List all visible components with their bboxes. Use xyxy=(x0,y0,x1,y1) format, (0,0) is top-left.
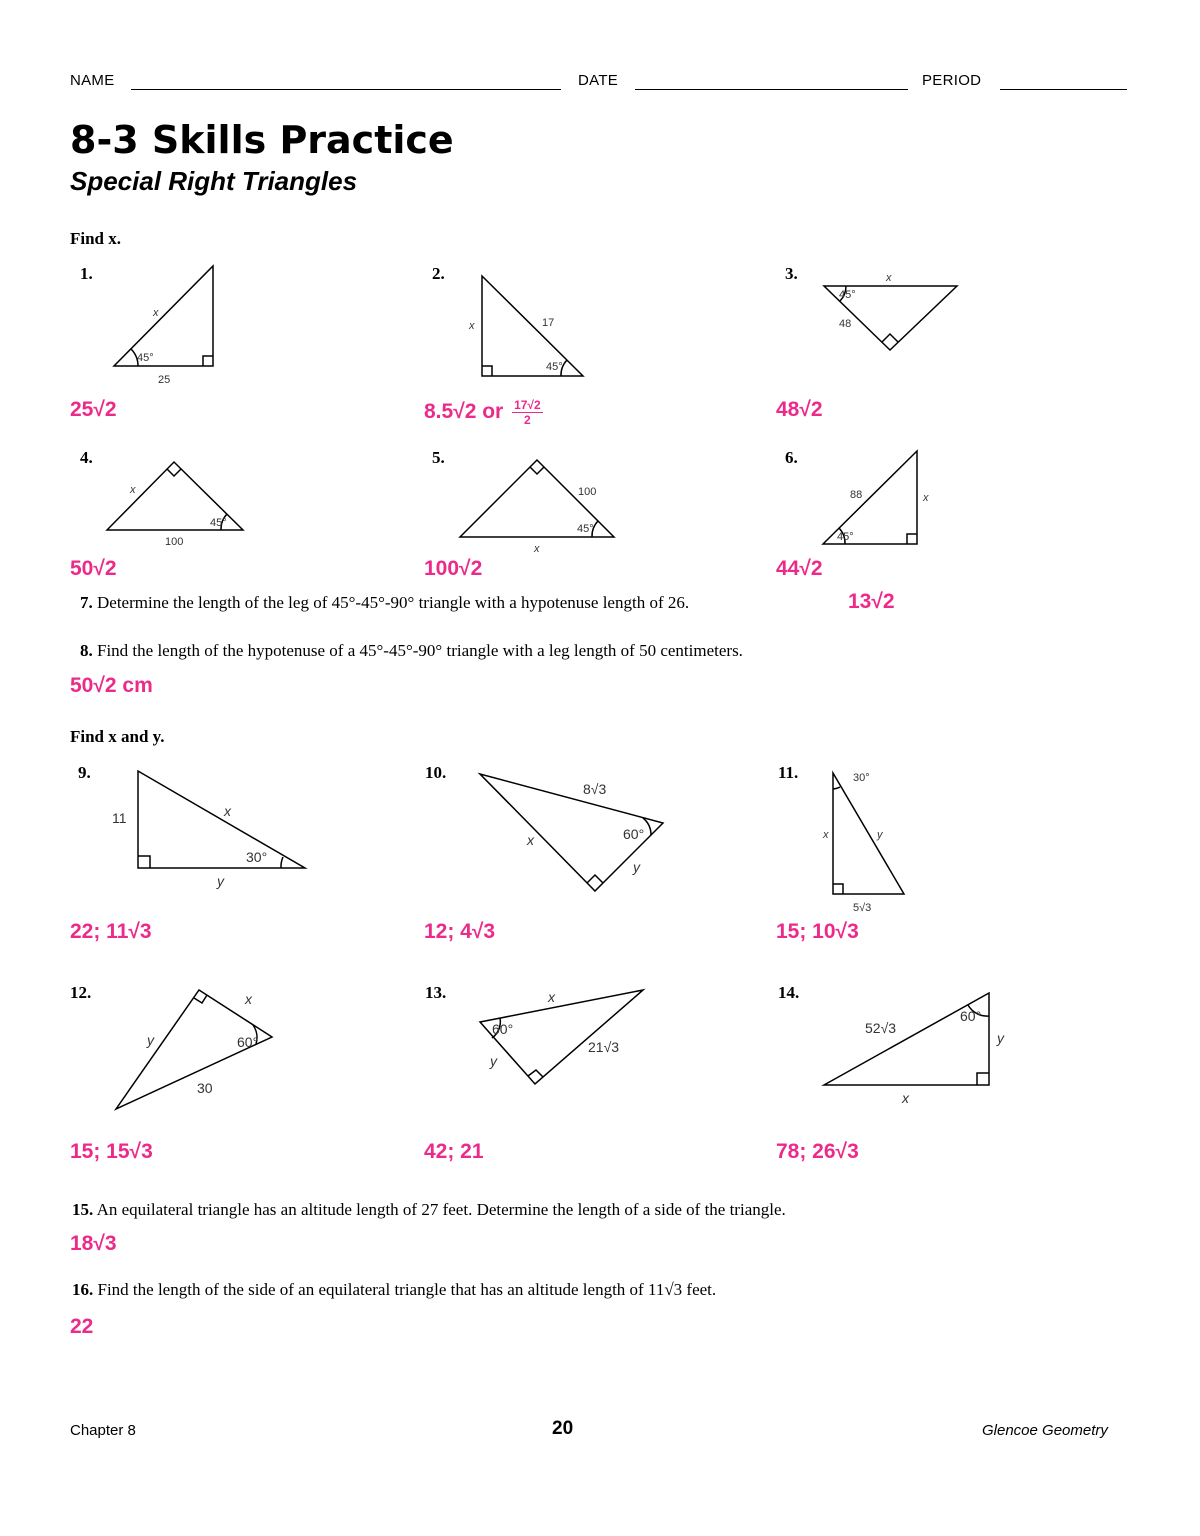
problem-3-figure xyxy=(815,268,965,358)
problem-15-text xyxy=(72,1200,786,1220)
p9-side-c-label: y xyxy=(217,873,224,889)
problem-9-figure xyxy=(105,765,315,895)
p2-leg-label: x xyxy=(469,320,475,332)
p6-hyp-label: 88 xyxy=(850,489,863,501)
period-field[interactable] xyxy=(1000,89,1127,90)
p5-angle-label: 45° xyxy=(577,523,594,535)
p3-angle-label: 45° xyxy=(839,289,856,301)
problem-4-number: 4. xyxy=(80,448,93,467)
p12-side-a-label: x xyxy=(245,991,252,1007)
problem-4-answer: 50√2 xyxy=(70,557,117,580)
problem-8-text xyxy=(80,641,743,661)
problem-8-answer: 50√2 cm xyxy=(70,674,153,697)
problem-7-answer: 13√2 xyxy=(848,590,895,613)
problem-6-figure xyxy=(815,445,935,550)
p4-angle-label: 45° xyxy=(210,517,227,529)
problem-10-figure xyxy=(470,765,675,900)
problem-7-text xyxy=(80,593,689,613)
footer-chapter: Chapter 8 xyxy=(70,1422,136,1439)
p2-answer-frac-num: 17√2 xyxy=(514,398,541,412)
page-title: 8-3 Skills Practice xyxy=(70,118,454,162)
problem-1-answer: 25√2 xyxy=(70,398,117,421)
page-subtitle: Special Right Triangles xyxy=(70,166,358,196)
p10-side-a-label: 8√3 xyxy=(583,781,607,797)
p12-angle-label: 60° xyxy=(237,1034,259,1050)
p2-angle-label: 45° xyxy=(546,361,563,373)
p10-side-c-label: y xyxy=(633,859,640,875)
p9-angle-label: 30° xyxy=(246,849,268,865)
p2-answer-frac-den: 2 xyxy=(524,413,531,427)
problem-8-question: Find the length of the hypotenuse of a 45°-45°-90° triangle with a leg length of 50 centimeters. xyxy=(97,641,743,660)
p5-hyp-label: x xyxy=(534,543,540,555)
p6-leg-label: x xyxy=(923,492,929,504)
problem-3-answer: 48√2 xyxy=(776,398,823,421)
problem-3-number: 3. xyxy=(785,264,798,283)
p2-answer-text: 8.5√2 or xyxy=(424,400,504,424)
problem-5-number: 5. xyxy=(432,448,445,467)
p12-side-b-label: y xyxy=(147,1032,154,1048)
p11-side-c-label: 5√3 xyxy=(853,902,872,914)
problem-10-number: 10. xyxy=(425,763,447,782)
p11-angle-label: 30° xyxy=(853,772,870,784)
p11-side-a-label: x xyxy=(823,829,829,841)
problem-2-number: 2. xyxy=(432,264,445,283)
problem-9-number: 9. xyxy=(78,763,91,782)
p4-hyp-label: 100 xyxy=(165,536,184,548)
problem-15-question: An equilateral triangle has an altitude length of 27 feet. Determine the length of a side of the triangle. xyxy=(96,1200,786,1219)
p14-side-b-label: y xyxy=(997,1030,1004,1046)
problem-15-answer: 18√3 xyxy=(70,1232,117,1255)
problem-9-answer: 22; 11√3 xyxy=(70,920,152,943)
problem-14-number: 14. xyxy=(778,983,800,1002)
p13-side-a-label: x xyxy=(548,989,555,1005)
problem-1-figure xyxy=(100,260,230,390)
problem-16-question: Find the length of the side of an equilateral triangle that has an altitude length of xyxy=(97,1280,644,1299)
p9-side-b-label: x xyxy=(224,803,231,819)
p14-side-c-label: x xyxy=(902,1090,909,1106)
problem-5-answer: 100√2 xyxy=(424,557,483,580)
p4-leg-label: x xyxy=(130,484,136,496)
problem-13-answer: 42; 21 xyxy=(424,1140,484,1163)
page-number: 20 xyxy=(552,1418,574,1439)
problem-7-question: Determine the length of the leg of 45°-45°-90° triangle with a hypotenuse length of 26. xyxy=(97,593,690,612)
section2-direction: Find x and y. xyxy=(70,727,165,746)
p6-angle-label: 45° xyxy=(837,531,854,543)
p3-leg-label: 48 xyxy=(839,318,852,330)
problem-5-figure xyxy=(455,455,620,555)
problem-6-answer: 44√2 xyxy=(776,557,823,580)
p1-angle-label: 45° xyxy=(137,352,154,364)
problem-11-figure xyxy=(815,765,915,915)
problem-13-figure xyxy=(470,985,650,1090)
problem-1-number: 1. xyxy=(80,264,93,283)
p1-leg-label: 25 xyxy=(158,374,171,386)
problem-4-figure xyxy=(100,455,250,555)
p5-leg-label: 100 xyxy=(578,486,597,498)
problem-6-number: 6. xyxy=(785,448,798,467)
problem-15-number: 15. xyxy=(72,1200,94,1219)
p14-angle-label: 60° xyxy=(960,1008,982,1024)
p13-side-c-label: 21√3 xyxy=(588,1039,620,1055)
footer-book: Glencoe Geometry xyxy=(982,1422,1108,1439)
problem-10-answer: 12; 4√3 xyxy=(424,920,496,943)
p3-hyp-label: x xyxy=(886,272,892,284)
date-field[interactable] xyxy=(635,89,908,90)
p13-angle-label: 60° xyxy=(492,1021,514,1037)
problem-13-number: 13. xyxy=(425,983,447,1002)
problem-12-figure xyxy=(110,985,280,1115)
p13-side-b-label: y xyxy=(490,1053,497,1069)
p10-angle-label: 60° xyxy=(623,826,645,842)
date-label: DATE xyxy=(578,72,619,89)
problem-2-answer xyxy=(424,398,543,427)
p1-hyp-label: x xyxy=(153,307,159,319)
problem-16-value: 11√3 xyxy=(647,1280,683,1299)
problem-14-figure xyxy=(815,985,1015,1110)
problem-16-answer: 22 xyxy=(70,1315,94,1338)
p12-side-c-label: 30 xyxy=(197,1080,213,1096)
problem-7-number: 7. xyxy=(80,593,93,612)
p11-side-b-label: y xyxy=(877,829,883,841)
problem-16-text xyxy=(72,1280,716,1300)
problem-11-answer: 15; 10√3 xyxy=(776,920,859,943)
p10-side-b-label: x xyxy=(527,832,534,848)
problem-11-number: 11. xyxy=(778,763,799,782)
problem-8-number: 8. xyxy=(80,641,93,660)
problem-2-figure xyxy=(460,270,595,390)
problem-12-answer: 15; 15√3 xyxy=(70,1140,153,1163)
period-label: PERIOD xyxy=(922,72,982,89)
p14-side-a-label: 52√3 xyxy=(865,1020,897,1036)
problem-12-number: 12. xyxy=(70,983,92,1002)
p2-hyp-label: 17 xyxy=(542,317,555,329)
problem-16-question-end: feet. xyxy=(686,1280,717,1299)
problem-16-number: 16. xyxy=(72,1280,94,1299)
name-label: NAME xyxy=(70,72,115,89)
name-field[interactable] xyxy=(131,89,561,90)
p9-side-a-label: 11 xyxy=(112,810,127,826)
section1-direction: Find x. xyxy=(70,229,122,248)
problem-14-answer: 78; 26√3 xyxy=(776,1140,859,1163)
